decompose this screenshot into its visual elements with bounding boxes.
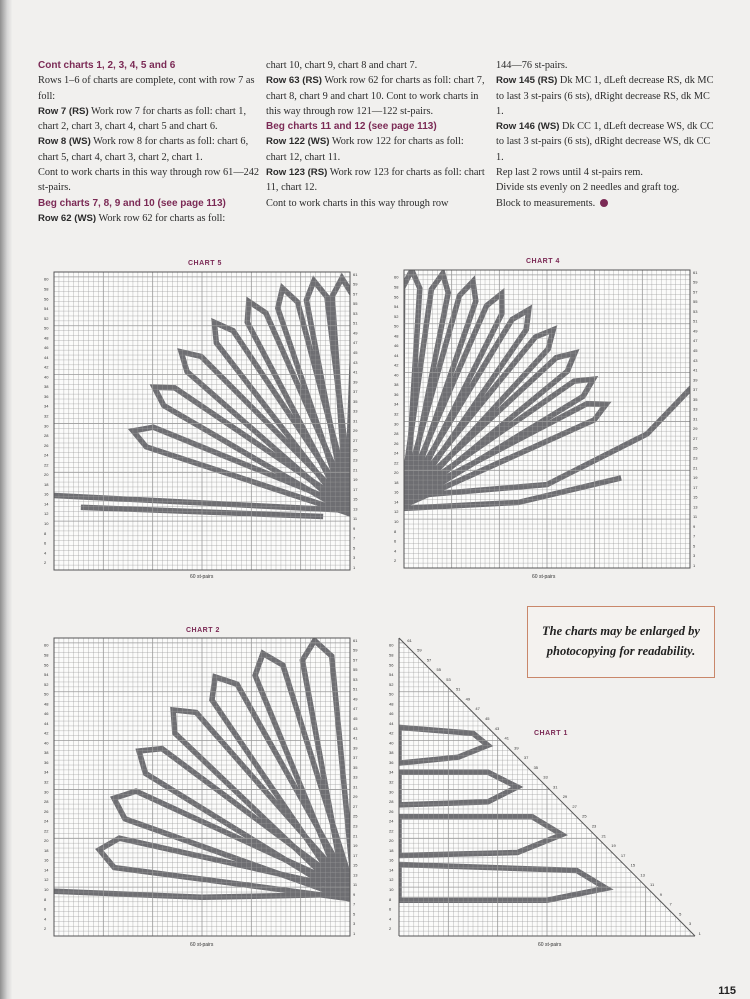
svg-text:21: 21 [353, 833, 358, 839]
svg-text:19: 19 [611, 843, 616, 849]
svg-text:36: 36 [44, 759, 49, 765]
svg-text:41: 41 [353, 735, 358, 741]
svg-text:43: 43 [693, 357, 698, 363]
svg-text:29: 29 [693, 426, 698, 432]
svg-text:60: 60 [44, 642, 49, 648]
svg-text:35: 35 [533, 764, 539, 770]
svg-text:9: 9 [659, 891, 662, 897]
svg-text:48: 48 [394, 333, 399, 339]
paragraph: Cont to work charts in this way through row 61—242 st-pairs. [38, 167, 260, 194]
svg-text:42: 42 [44, 364, 49, 370]
chart-2-xlabel: 60 st-pairs [190, 942, 214, 948]
svg-text:7: 7 [693, 533, 696, 539]
svg-text:1: 1 [693, 562, 696, 568]
svg-text:48: 48 [44, 701, 49, 707]
svg-text:51: 51 [353, 686, 358, 692]
svg-text:4: 4 [389, 916, 392, 922]
row-145-instruction: Row 145 (RS) Dk MC 1, dLeft decrease RS, dk MC to last 3 st-pairs (6 sts), dRight decrease RS, dk MC 1. [496, 75, 714, 117]
svg-text:61: 61 [353, 271, 358, 277]
svg-text:13: 13 [353, 506, 358, 512]
svg-text:29: 29 [353, 794, 358, 800]
svg-text:3: 3 [353, 921, 356, 927]
svg-text:31: 31 [553, 784, 558, 790]
svg-text:53: 53 [693, 308, 698, 314]
svg-text:54: 54 [44, 672, 49, 678]
svg-text:20: 20 [44, 838, 49, 844]
svg-text:24: 24 [44, 452, 49, 458]
svg-text:42: 42 [389, 730, 394, 736]
svg-text:55: 55 [353, 301, 358, 307]
svg-text:9: 9 [353, 525, 356, 531]
photocopy-note [527, 606, 715, 678]
svg-text:5: 5 [353, 545, 356, 551]
svg-text:9: 9 [693, 523, 696, 529]
svg-text:37: 37 [693, 387, 698, 393]
chart-4-grid [390, 266, 710, 578]
svg-text:14: 14 [44, 867, 49, 873]
svg-text:7: 7 [353, 901, 356, 907]
svg-text:2: 2 [44, 560, 47, 566]
paragraph: Rows 1–6 of charts are complete, cont with row 7 as foll: [38, 75, 255, 102]
svg-text:57: 57 [353, 657, 358, 663]
svg-text:37: 37 [353, 389, 358, 395]
svg-text:36: 36 [389, 759, 394, 765]
note-line-1: The charts may be enlarged by [542, 624, 700, 638]
svg-text:42: 42 [44, 730, 49, 736]
svg-text:44: 44 [389, 720, 394, 726]
svg-text:56: 56 [44, 662, 49, 668]
svg-text:39: 39 [514, 745, 519, 751]
svg-text:30: 30 [389, 789, 394, 795]
svg-text:33: 33 [693, 406, 698, 412]
svg-text:47: 47 [475, 706, 480, 712]
svg-text:5: 5 [693, 543, 696, 549]
svg-text:13: 13 [693, 504, 698, 510]
heading-beg-charts-7-10: Beg charts 7, 8, 9 and 10 (see page 113) [38, 197, 226, 209]
svg-text:22: 22 [389, 828, 394, 834]
svg-text:58: 58 [394, 284, 399, 290]
svg-text:58: 58 [44, 286, 49, 292]
svg-text:18: 18 [394, 479, 399, 485]
svg-text:59: 59 [417, 647, 422, 653]
svg-text:52: 52 [389, 681, 394, 687]
svg-text:58: 58 [389, 652, 394, 658]
svg-text:26: 26 [394, 440, 399, 446]
svg-text:54: 54 [394, 304, 399, 310]
svg-text:59: 59 [693, 279, 698, 285]
svg-text:59: 59 [353, 647, 358, 653]
chart-2-grid [40, 634, 370, 946]
svg-text:27: 27 [353, 803, 358, 809]
svg-text:40: 40 [394, 372, 399, 378]
svg-text:43: 43 [494, 725, 500, 731]
svg-text:24: 24 [44, 818, 49, 824]
svg-text:11: 11 [353, 516, 358, 522]
svg-text:38: 38 [44, 750, 49, 756]
svg-text:20: 20 [394, 470, 399, 476]
svg-text:23: 23 [353, 457, 358, 463]
svg-text:31: 31 [693, 416, 698, 422]
svg-text:15: 15 [693, 494, 698, 500]
svg-text:50: 50 [44, 691, 49, 697]
svg-text:22: 22 [44, 462, 49, 468]
row-62-instruction: Row 62 (WS) Work row 62 for charts as foll: [38, 212, 226, 224]
svg-text:53: 53 [353, 676, 358, 682]
row-146-instruction: Row 146 (WS) Dk CC 1, dLeft decrease WS, dk CC to last 3 st-pairs (6 sts), dRight decrease WS, dk CC 1. [496, 121, 714, 163]
svg-text:53: 53 [353, 310, 358, 316]
svg-text:23: 23 [353, 823, 358, 829]
row-122-instruction: Row 122 (WS) Work row 122 for charts as foll: chart 12, chart 11. [266, 136, 464, 163]
paragraph: Rep last 2 rows until 4 st-pairs rem. [496, 167, 643, 179]
svg-text:12: 12 [44, 877, 49, 883]
svg-text:6: 6 [394, 538, 397, 544]
svg-text:5: 5 [353, 911, 356, 917]
svg-text:60: 60 [44, 276, 49, 282]
svg-text:11: 11 [650, 882, 655, 888]
paragraph: 144—76 st-pairs. [496, 60, 568, 71]
svg-text:1: 1 [353, 564, 356, 570]
svg-text:11: 11 [693, 514, 698, 520]
svg-text:24: 24 [394, 450, 399, 456]
svg-text:21: 21 [693, 465, 698, 471]
svg-text:30: 30 [44, 423, 49, 429]
svg-text:53: 53 [446, 676, 451, 682]
svg-text:18: 18 [44, 847, 49, 853]
svg-text:44: 44 [44, 354, 49, 360]
svg-text:4: 4 [44, 550, 47, 556]
svg-text:34: 34 [44, 769, 49, 775]
svg-text:12: 12 [44, 511, 49, 517]
svg-text:45: 45 [353, 350, 358, 356]
svg-text:35: 35 [693, 396, 698, 402]
svg-text:13: 13 [640, 872, 645, 878]
svg-text:28: 28 [44, 433, 49, 439]
svg-text:16: 16 [44, 491, 49, 497]
svg-text:5: 5 [679, 911, 682, 917]
svg-text:6: 6 [44, 906, 47, 912]
svg-text:27: 27 [353, 437, 358, 443]
svg-text:7: 7 [669, 901, 672, 907]
svg-text:17: 17 [353, 852, 358, 858]
svg-text:22: 22 [44, 828, 49, 834]
svg-text:34: 34 [44, 403, 49, 409]
svg-text:9: 9 [353, 891, 356, 897]
chart-5-title: CHART 5 [188, 260, 222, 267]
svg-text:3: 3 [353, 555, 356, 561]
svg-text:4: 4 [394, 548, 397, 554]
svg-text:21: 21 [353, 467, 358, 473]
svg-text:19: 19 [353, 477, 358, 483]
svg-text:49: 49 [353, 330, 358, 336]
svg-text:8: 8 [389, 896, 392, 902]
svg-text:17: 17 [353, 486, 358, 492]
svg-text:51: 51 [353, 320, 358, 326]
svg-text:46: 46 [394, 343, 399, 349]
svg-text:25: 25 [353, 447, 358, 453]
svg-text:10: 10 [44, 520, 49, 526]
paragraph: Cont to work charts in this way through row [266, 197, 449, 209]
svg-text:25: 25 [693, 445, 698, 451]
svg-text:47: 47 [693, 338, 698, 344]
svg-text:39: 39 [693, 377, 698, 383]
svg-text:50: 50 [389, 691, 394, 697]
svg-text:51: 51 [455, 686, 461, 692]
svg-text:61: 61 [407, 637, 412, 643]
svg-text:56: 56 [44, 296, 49, 302]
svg-text:23: 23 [591, 823, 597, 829]
svg-text:27: 27 [572, 803, 577, 809]
svg-text:20: 20 [44, 472, 49, 478]
svg-text:15: 15 [353, 496, 358, 502]
svg-text:34: 34 [394, 401, 399, 407]
svg-text:39: 39 [353, 745, 358, 751]
svg-text:56: 56 [394, 294, 399, 300]
svg-text:10: 10 [44, 886, 49, 892]
row-7-instruction: Row 7 (RS) Work row 7 for charts as foll: chart 1, chart 2, chart 3, chart 4, chart 5 and chart 6. [38, 105, 247, 133]
chart-1-xlabel: 60 st-pairs [538, 942, 562, 948]
svg-text:50: 50 [394, 323, 399, 329]
svg-text:37: 37 [523, 755, 529, 761]
svg-text:55: 55 [353, 667, 358, 673]
svg-text:16: 16 [394, 489, 399, 495]
svg-text:15: 15 [630, 862, 636, 868]
instructions-column-1 [38, 58, 262, 226]
svg-text:36: 36 [44, 393, 49, 399]
svg-text:24: 24 [389, 818, 394, 824]
svg-text:19: 19 [693, 475, 698, 481]
svg-text:10: 10 [394, 518, 399, 524]
svg-text:60: 60 [394, 274, 399, 280]
svg-text:46: 46 [389, 711, 394, 717]
svg-text:41: 41 [504, 735, 509, 741]
svg-text:26: 26 [44, 808, 49, 814]
svg-text:28: 28 [389, 799, 394, 805]
svg-text:40: 40 [389, 740, 394, 746]
svg-text:28: 28 [44, 799, 49, 805]
svg-text:52: 52 [44, 315, 49, 321]
svg-text:31: 31 [353, 784, 358, 790]
svg-text:1: 1 [698, 930, 701, 936]
svg-text:38: 38 [44, 384, 49, 390]
svg-text:16: 16 [389, 857, 394, 863]
svg-text:37: 37 [353, 755, 358, 761]
svg-text:14: 14 [394, 499, 399, 505]
svg-text:33: 33 [353, 408, 358, 414]
svg-text:45: 45 [485, 716, 490, 722]
svg-text:20: 20 [389, 838, 394, 844]
svg-text:41: 41 [353, 369, 358, 375]
svg-text:32: 32 [44, 413, 49, 419]
svg-text:2: 2 [44, 926, 47, 932]
svg-text:49: 49 [353, 696, 358, 702]
svg-text:22: 22 [394, 460, 399, 466]
svg-text:3: 3 [693, 553, 696, 559]
svg-text:31: 31 [353, 418, 358, 424]
svg-text:59: 59 [353, 281, 358, 287]
svg-text:14: 14 [44, 501, 49, 507]
svg-text:49: 49 [465, 696, 471, 702]
svg-text:23: 23 [693, 455, 698, 461]
svg-text:27: 27 [693, 435, 698, 441]
svg-text:10: 10 [389, 886, 394, 892]
row-123-instruction: Row 123 (RS) Work row 123 for charts as foll: chart 11, chart 12. [266, 167, 485, 194]
heading-cont-charts: Cont charts 1, 2, 3, 4, 5 and 6 [38, 60, 176, 71]
svg-text:17: 17 [620, 852, 626, 858]
svg-text:12: 12 [394, 509, 399, 515]
svg-text:11: 11 [353, 882, 358, 888]
svg-text:38: 38 [389, 750, 394, 756]
svg-text:43: 43 [353, 359, 358, 365]
svg-text:8: 8 [44, 530, 47, 536]
svg-text:42: 42 [394, 362, 399, 368]
row-63-instruction: Row 63 (RS) Work row 62 for charts as foll: chart 7, chart 8, chart 9 and chart 10. Cont to work charts in this way through row 121—122 st-pairs. [266, 75, 485, 117]
svg-text:45: 45 [693, 348, 698, 354]
svg-text:6: 6 [389, 906, 392, 912]
svg-text:56: 56 [389, 662, 394, 668]
svg-text:21: 21 [601, 833, 606, 839]
svg-text:54: 54 [44, 306, 49, 312]
svg-text:43: 43 [353, 725, 358, 731]
svg-text:46: 46 [44, 711, 49, 717]
svg-text:61: 61 [693, 269, 698, 275]
svg-text:2: 2 [394, 558, 397, 564]
svg-text:44: 44 [44, 720, 49, 726]
chart-2-title: CHART 2 [186, 627, 220, 634]
chart-4-title: CHART 4 [526, 258, 560, 265]
paragraph: Block to measurements. [496, 196, 718, 211]
paragraph: Divide sts evenly on 2 needles and graft tog. [496, 182, 680, 194]
svg-text:50: 50 [44, 325, 49, 331]
svg-text:18: 18 [389, 847, 394, 853]
svg-text:36: 36 [394, 391, 399, 397]
svg-text:32: 32 [389, 779, 394, 785]
svg-text:44: 44 [394, 352, 399, 358]
svg-text:46: 46 [44, 345, 49, 351]
svg-text:26: 26 [389, 808, 394, 814]
svg-text:29: 29 [562, 794, 568, 800]
svg-text:33: 33 [543, 774, 548, 780]
svg-text:55: 55 [693, 299, 698, 305]
instructions-column-2 [266, 58, 486, 211]
svg-text:58: 58 [44, 652, 49, 658]
chart-5-xlabel: 60 st-pairs [190, 574, 214, 580]
svg-text:57: 57 [353, 291, 358, 297]
svg-text:60: 60 [389, 642, 394, 648]
chart-1-grid [385, 634, 715, 946]
svg-text:25: 25 [353, 813, 358, 819]
svg-text:52: 52 [44, 681, 49, 687]
svg-text:35: 35 [353, 764, 358, 770]
svg-text:57: 57 [693, 289, 698, 295]
chart-5-grid [40, 268, 370, 580]
svg-text:7: 7 [353, 535, 356, 541]
svg-text:35: 35 [353, 398, 358, 404]
svg-text:47: 47 [353, 706, 358, 712]
chart-1-title: CHART 1 [534, 730, 568, 737]
row-8-instruction: Row 8 (WS) Work row 8 for charts as foll: chart 6, chart 5, chart 4, chart 3, chart 2, chart 1. [38, 136, 249, 163]
svg-text:8: 8 [44, 896, 47, 902]
svg-text:49: 49 [693, 328, 698, 334]
svg-text:30: 30 [394, 421, 399, 427]
svg-text:57: 57 [426, 657, 432, 663]
svg-text:39: 39 [353, 379, 358, 385]
paragraph: chart 10, chart 9, chart 8 and chart 7. [266, 60, 418, 71]
svg-text:15: 15 [353, 862, 358, 868]
svg-text:52: 52 [394, 313, 399, 319]
svg-text:25: 25 [582, 813, 587, 819]
svg-text:51: 51 [693, 318, 698, 324]
svg-text:16: 16 [44, 857, 49, 863]
svg-text:13: 13 [353, 872, 358, 878]
page-number: 115 [718, 985, 736, 997]
svg-text:32: 32 [394, 411, 399, 417]
svg-text:26: 26 [44, 442, 49, 448]
heading-beg-charts-11-12: Beg charts 11 and 12 (see page 113) [266, 121, 437, 133]
svg-text:48: 48 [44, 335, 49, 341]
end-bullet-icon [600, 199, 608, 207]
svg-text:40: 40 [44, 740, 49, 746]
svg-text:8: 8 [394, 528, 397, 534]
svg-text:6: 6 [44, 540, 47, 546]
svg-text:54: 54 [389, 672, 394, 678]
svg-text:47: 47 [353, 340, 358, 346]
svg-text:61: 61 [353, 637, 358, 643]
page-gutter-shadow [0, 0, 12, 999]
svg-text:28: 28 [394, 431, 399, 437]
svg-text:55: 55 [436, 667, 441, 673]
svg-text:17: 17 [693, 484, 698, 490]
chart-4-xlabel: 60 st-pairs [532, 574, 556, 580]
svg-text:40: 40 [44, 374, 49, 380]
svg-text:14: 14 [389, 867, 394, 873]
svg-text:32: 32 [44, 779, 49, 785]
svg-text:34: 34 [389, 769, 394, 775]
svg-text:45: 45 [353, 716, 358, 722]
svg-text:12: 12 [389, 877, 394, 883]
svg-text:29: 29 [353, 428, 358, 434]
note-line-2: photocopying for readability. [546, 644, 696, 658]
svg-text:2: 2 [389, 926, 392, 932]
svg-text:48: 48 [389, 701, 394, 707]
svg-text:30: 30 [44, 789, 49, 795]
svg-text:38: 38 [394, 382, 399, 388]
svg-text:18: 18 [44, 481, 49, 487]
svg-text:19: 19 [353, 843, 358, 849]
svg-text:3: 3 [688, 921, 692, 927]
instructions-column-3 [496, 58, 718, 211]
svg-text:41: 41 [693, 367, 698, 373]
svg-text:1: 1 [353, 930, 356, 936]
svg-text:4: 4 [44, 916, 47, 922]
svg-text:33: 33 [353, 774, 358, 780]
